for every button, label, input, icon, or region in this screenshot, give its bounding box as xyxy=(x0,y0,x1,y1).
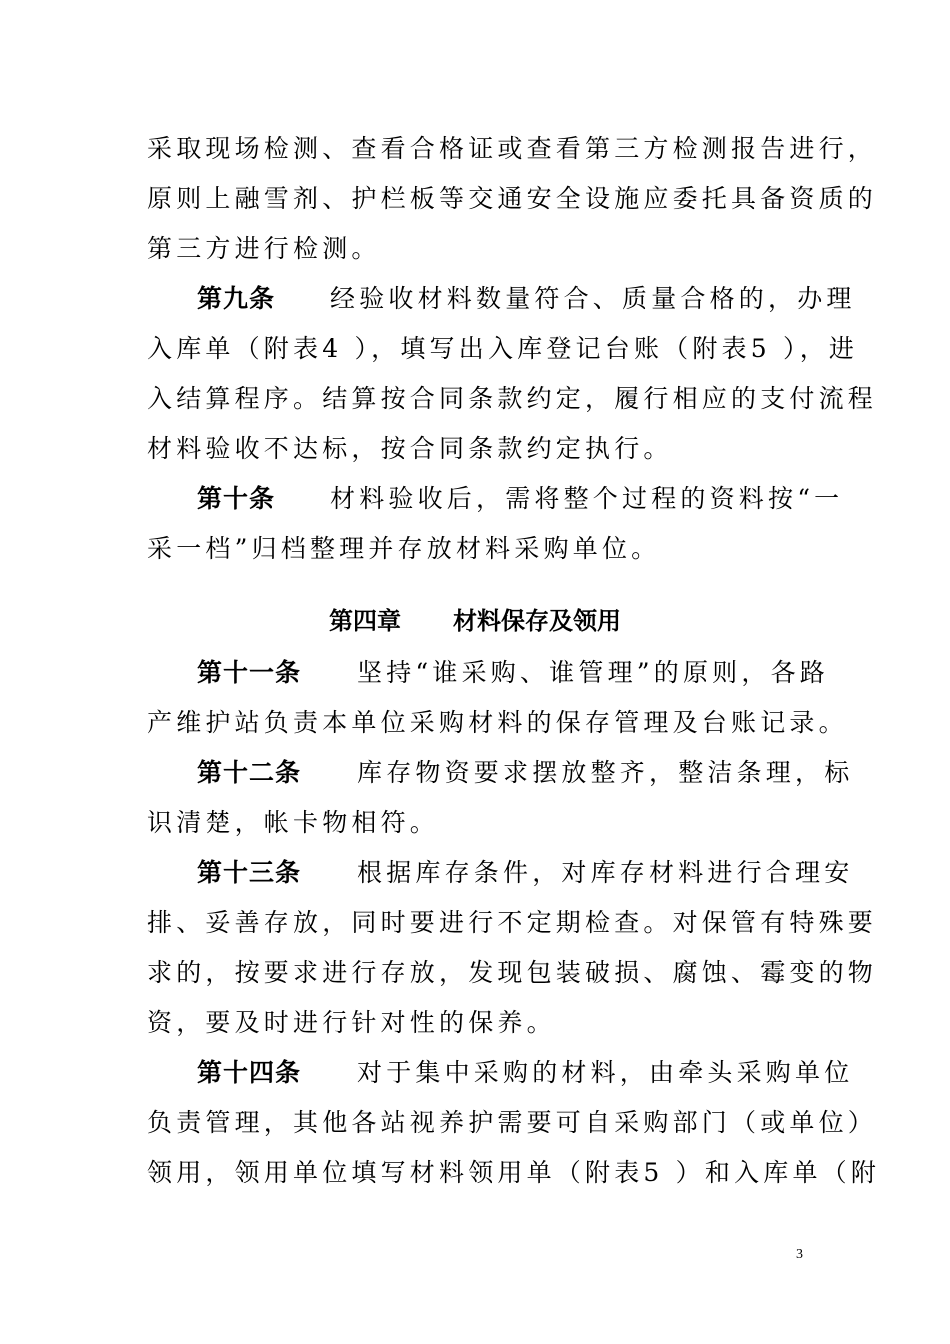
chapter-title: 材料保存及领用 xyxy=(453,607,621,635)
article-12-heading: 第十二条 xyxy=(197,758,302,787)
body-line: 识清楚，帐卡物相符。 xyxy=(147,808,440,837)
article-14-first-line xyxy=(197,1058,857,1088)
article-9-heading: 第九条 xyxy=(197,284,276,313)
article-9-first-line xyxy=(197,284,857,314)
body-line: 入结算程序。结算按合同条款约定，履行相应的支付流程 xyxy=(147,384,878,413)
body-line: 材料验收不达标，按合同条款约定执行。 xyxy=(147,434,673,463)
article-9-text: 经验收材料数量符合、质量合格的，办理 xyxy=(330,284,856,313)
article-14-text: 对于集中采购的材料，由牵头采购单位 xyxy=(357,1058,854,1087)
body-line: 产维护站负责本单位采购材料的保存管理及台账记录。 xyxy=(147,708,848,737)
article-12-first-line xyxy=(197,758,857,788)
body-line: 排、妥善存放，同时要进行不定期检查。对保管有特殊要 xyxy=(147,908,878,937)
article-14-heading: 第十四条 xyxy=(197,1058,302,1087)
chapter-number: 第四章 xyxy=(329,607,401,635)
article-11-first-line xyxy=(197,658,857,688)
chapter-heading xyxy=(0,606,950,636)
body-line: 入库单（附表4 ），填写出入库登记台账（附表5 ），进 xyxy=(147,334,859,363)
body-line: 领用，领用单位填写材料领用单（附表5 ）和入库单（附 xyxy=(147,1158,881,1187)
article-11-text: 坚持“谁采购、谁管理”的原则，各路 xyxy=(357,658,829,687)
article-13-heading: 第十三条 xyxy=(197,858,302,887)
body-line: 采取现场检测、查看合格证或查看第三方检测报告进行， xyxy=(147,134,878,163)
body-line: 资，要及时进行针对性的保养。 xyxy=(147,1008,556,1037)
body-line: 原则上融雪剂、护栏板等交通安全设施应委托具备资质的 xyxy=(147,184,878,213)
article-13-text: 根据库存条件，对库存材料进行合理安 xyxy=(357,858,854,887)
body-line: 负责管理，其他各站视养护需要可自采购部门（或单位） xyxy=(147,1108,878,1137)
article-11-heading: 第十一条 xyxy=(197,658,302,687)
article-13-first-line xyxy=(197,858,857,888)
body-line: 采一档”归档整理并存放材料采购单位。 xyxy=(147,534,661,563)
article-10-heading: 第十条 xyxy=(197,484,276,513)
article-10-text: 材料验收后，需将整个过程的资料按“一 xyxy=(330,484,844,513)
article-10-first-line xyxy=(197,484,857,514)
body-line: 求的，按要求进行存放，发现包装破损、腐蚀、霉变的物 xyxy=(147,958,878,987)
page-number: 3 xyxy=(796,1247,803,1262)
body-line: 第三方进行检测。 xyxy=(147,234,381,263)
article-12-text: 库存物资要求摆放整齐，整洁条理，标 xyxy=(357,758,854,787)
